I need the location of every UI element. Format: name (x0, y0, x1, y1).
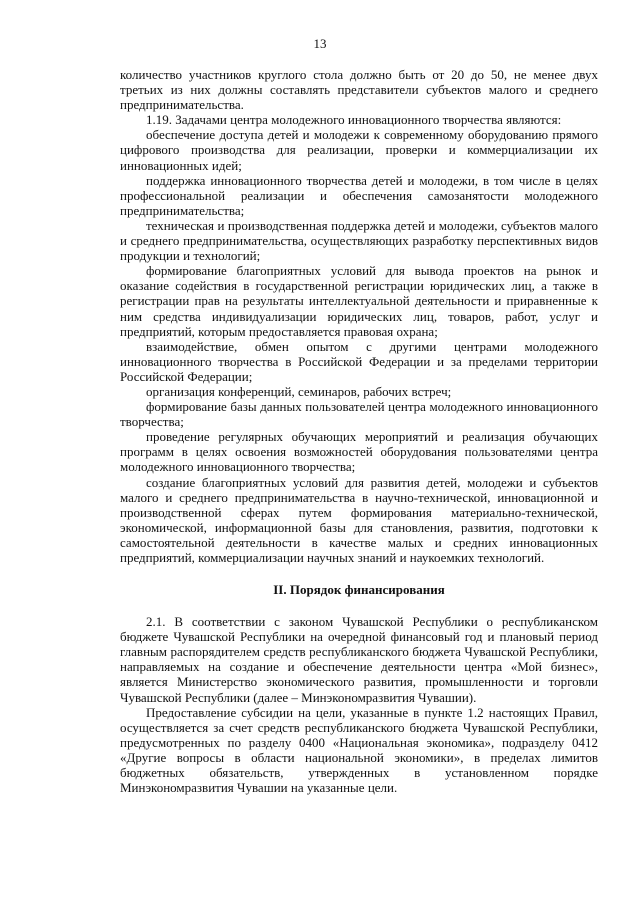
paragraph: создание благоприятных условий для развития детей, молодежи и субъектов малого и среднего предпринимательства в научно-технической, инновационной и производственной сферах путем формирования материально-технической, экономической, информационной базы для становления, развития, подготовки к самостоятельной деятельности в качестве малых и средних инновационных предприятий, коммерциализации научных знаний и наукоемких технологий. (120, 474, 598, 565)
paragraph: техническая и производственная поддержка детей и молодежи, субъектов малого и среднего предпринимательства, осуществляющих разработку перспективных видов продукции и технологий; (120, 217, 598, 264)
paragraph: 2.1. В соответствии с законом Чувашской Республики о республиканском бюджете Чувашской Республики на очередной финансовый год и плановый период главным распорядителем средств республиканского бюджета Чувашской Республики, направляемых на создание и обеспечение деятельности центра «Мой бизнес», является Министерство экономического развития, промышленности и торговли Чувашской Республики (далее – Минэкономразвития Чувашии). (120, 614, 598, 705)
paragraphs-after (120, 614, 598, 795)
paragraph: количество участников круглого стола должно быть от 20 до 50, не менее двух третьих из них должны составлять представители субъектов малого и среднего предпринимательства. (120, 67, 598, 113)
paragraphs-before (120, 67, 598, 565)
paragraph: взаимодействие, обмен опытом с другими центрами молодежного инновационного творчества в Российской Федерации и за пределами территории Российской Федерации; (120, 338, 598, 384)
page-number: 13 (313, 36, 327, 51)
paragraph: 1.19. Задачами центра молодежного инновационного творчества являются: (146, 112, 562, 128)
paragraph: обеспечение доступа детей и молодежи к современному оборудованию прямого цифрового производства для реализации, проверки и коммерциализации их инновационных идей; (120, 127, 598, 173)
paragraph: формирование базы данных пользователей центра молодежного инновационного творчества; (120, 399, 598, 430)
section-heading: II. Порядок финансирования (273, 582, 445, 598)
paragraph: организация конференций, семинаров, рабочих встреч; (146, 383, 452, 399)
document-body (120, 67, 598, 795)
paragraph: проведение регулярных обучающих мероприятий и реализация обучающих программ в целях освоения возможностей оборудования пользователями центра молодежного инновационного творчества; (120, 429, 598, 475)
paragraph: поддержка инновационного творчества детей и молодежи, в том числе в целях профессиональной реализации и обеспечения самозанятости молодежного предпринимательства; (120, 172, 598, 218)
paragraph: формирование благоприятных условий для вывода проектов на рынок и оказание содействия в государственной регистрации юридических лиц, а также в регистрации прав на результаты интеллектуальной деятельности и приравненные к ним средства индивидуализации юридических лиц, товаров, работ, услуг и предприятий, которым предоставляется правовая охрана; (120, 263, 598, 339)
paragraph: Предоставление субсидии на цели, указанные в пункте 1.2 настоящих Правил, осуществляется за счет средств республиканского бюджета Чувашской Республики, предусмотренных по разделу 0400 «Национальная экономика», подразделу 0412 «Другие вопросы в области национальной экономики», в пределах лимитов бюджетных обязательств, утвержденных в установленном порядке Минэкономразвития Чувашии на указанные цели. (120, 704, 598, 796)
